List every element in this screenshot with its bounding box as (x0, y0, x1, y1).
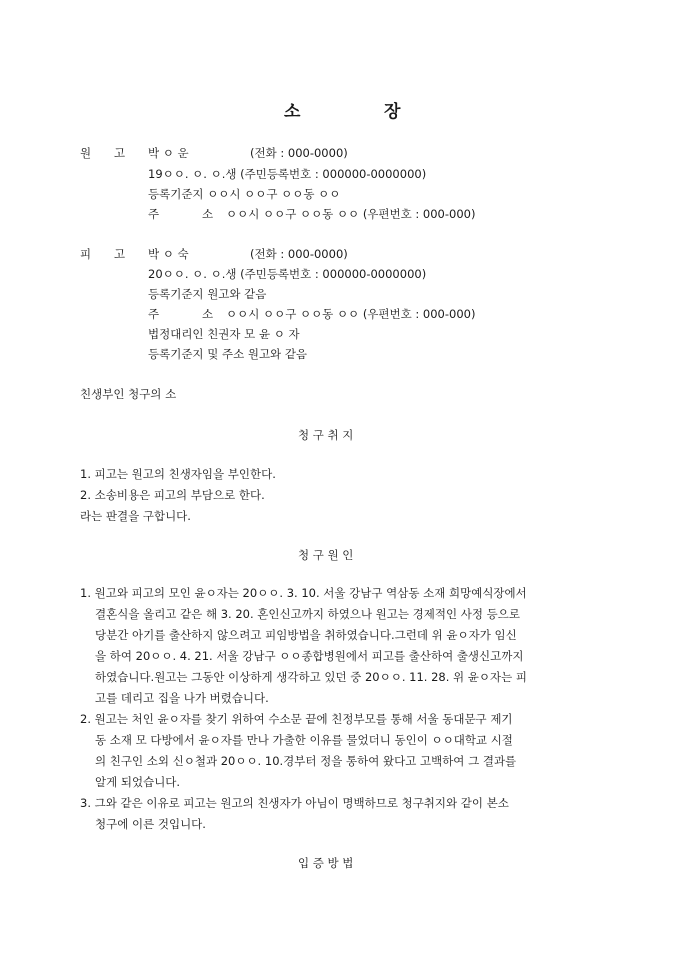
claim-purpose-item: 2. 소송비용은 피고의 부담으로 한다. (80, 488, 265, 502)
plaintiff-phone: (전화 : 000-0000) (250, 146, 348, 160)
claim-cause-line: 알게 되었습니다. (95, 775, 181, 789)
plaintiff-role-right: 고 (114, 146, 126, 160)
claim-cause-line: 청구에 이른 것입니다. (95, 817, 206, 831)
evidence-heading: 입 증 방 법 (298, 856, 354, 870)
defendant-representative: 법정대리인 친권자 모 윤 ㅇ 자 (148, 327, 300, 341)
defendant-address-label-left: 주 (148, 307, 160, 321)
claim-cause-line: 3. 그와 같은 이유로 피고는 원고의 친생자가 아님이 명백하므로 청구취지와 같이 본소 (80, 796, 509, 810)
defendant-address-label-right: 소 (202, 307, 214, 321)
title-char-left: 소 (284, 102, 301, 122)
claim-purpose-heading: 청 구 취 지 (298, 428, 354, 442)
plaintiff-address: ㅇㅇ시 ㅇㅇ구 ㅇㅇ동 ㅇㅇ (우편번호 : 000-000) (226, 207, 476, 221)
defendant-phone: (전화 : 000-0000) (250, 247, 348, 261)
plaintiff-name: 박 ㅇ 운 (148, 146, 189, 160)
defendant-name: 박 ㅇ 숙 (148, 247, 189, 261)
claim-purpose-item: 1. 피고는 원고의 친생자임을 부인한다. (80, 467, 276, 481)
plaintiff-address-label-left: 주 (148, 207, 160, 221)
claim-purpose-item: 라는 판결을 구합니다. (80, 509, 191, 523)
claim-cause-line: 하였습니다.원고는 그동안 이상하게 생각하고 있던 중 20ㅇㅇ. 11. 28. 위 윤ㅇ자는 피 (95, 670, 527, 684)
defendant-registry: 등록기준지 원고와 같음 (148, 287, 267, 301)
claim-cause-line: 의 친구인 소외 신ㅇ철과 20ㅇㅇ. 10.경부터 정을 통하여 왔다고 고백하여 그 결과를 (95, 754, 517, 768)
claim-cause-line: 결혼식을 올리고 같은 해 3. 20. 혼인신고까지 하였으나 원고는 경제적인 사정 등으로 (95, 607, 520, 621)
defendant-representative-registry: 등록기준지 및 주소 원고와 같음 (148, 347, 308, 361)
plaintiff-address-label-right: 소 (202, 207, 214, 221)
case-name: 친생부인 청구의 소 (80, 387, 177, 401)
claim-cause-heading: 청 구 원 인 (298, 548, 354, 562)
claim-cause-line: 고를 데리고 집을 나가 버렸습니다. (95, 691, 269, 705)
defendant-role-right: 고 (114, 247, 126, 261)
plaintiff-role-left: 원 (80, 146, 92, 160)
defendant-birth: 20ㅇㅇ. ㅇ. ㅇ.생 (주민등록번호 : 000000-0000000) (148, 267, 427, 281)
claim-cause-line: 2. 원고는 처인 윤ㅇ자를 찾기 위하여 수소문 끝에 친정부모를 통해 서울 동대문구 제기 (80, 712, 513, 726)
plaintiff-registry: 등록기준지 ㅇㅇ시 ㅇㅇ구 ㅇㅇ동 ㅇㅇ (148, 187, 341, 201)
claim-cause-line: 당분간 아기를 출산하지 않으려고 피임방법을 취하였습니다.그런데 위 윤ㅇ자가 임신 (95, 628, 517, 642)
title-char-right: 장 (384, 102, 401, 122)
defendant-role-left: 피 (80, 247, 92, 261)
claim-cause-line: 을 하여 20ㅇㅇ. 4. 21. 서울 강남구 ㅇㅇ종합병원에서 피고를 출산하여 출생신고까지 (95, 649, 524, 663)
claim-cause-line: 동 소재 모 다방에서 윤ㅇ자를 만나 가출한 이유를 물었더니 동인이 ㅇㅇ대학교 시절 (95, 733, 513, 747)
defendant-address: ㅇㅇ시 ㅇㅇ구 ㅇㅇ동 ㅇㅇ (우편번호 : 000-000) (226, 307, 476, 321)
plaintiff-birth: 19ㅇㅇ. ㅇ. ㅇ.생 (주민등록번호 : 000000-0000000) (148, 167, 427, 181)
claim-cause-line: 1. 원고와 피고의 모인 윤ㅇ자는 20ㅇㅇ. 3. 10. 서울 강남구 역삼동 소재 희망예식장에서 (80, 586, 527, 600)
